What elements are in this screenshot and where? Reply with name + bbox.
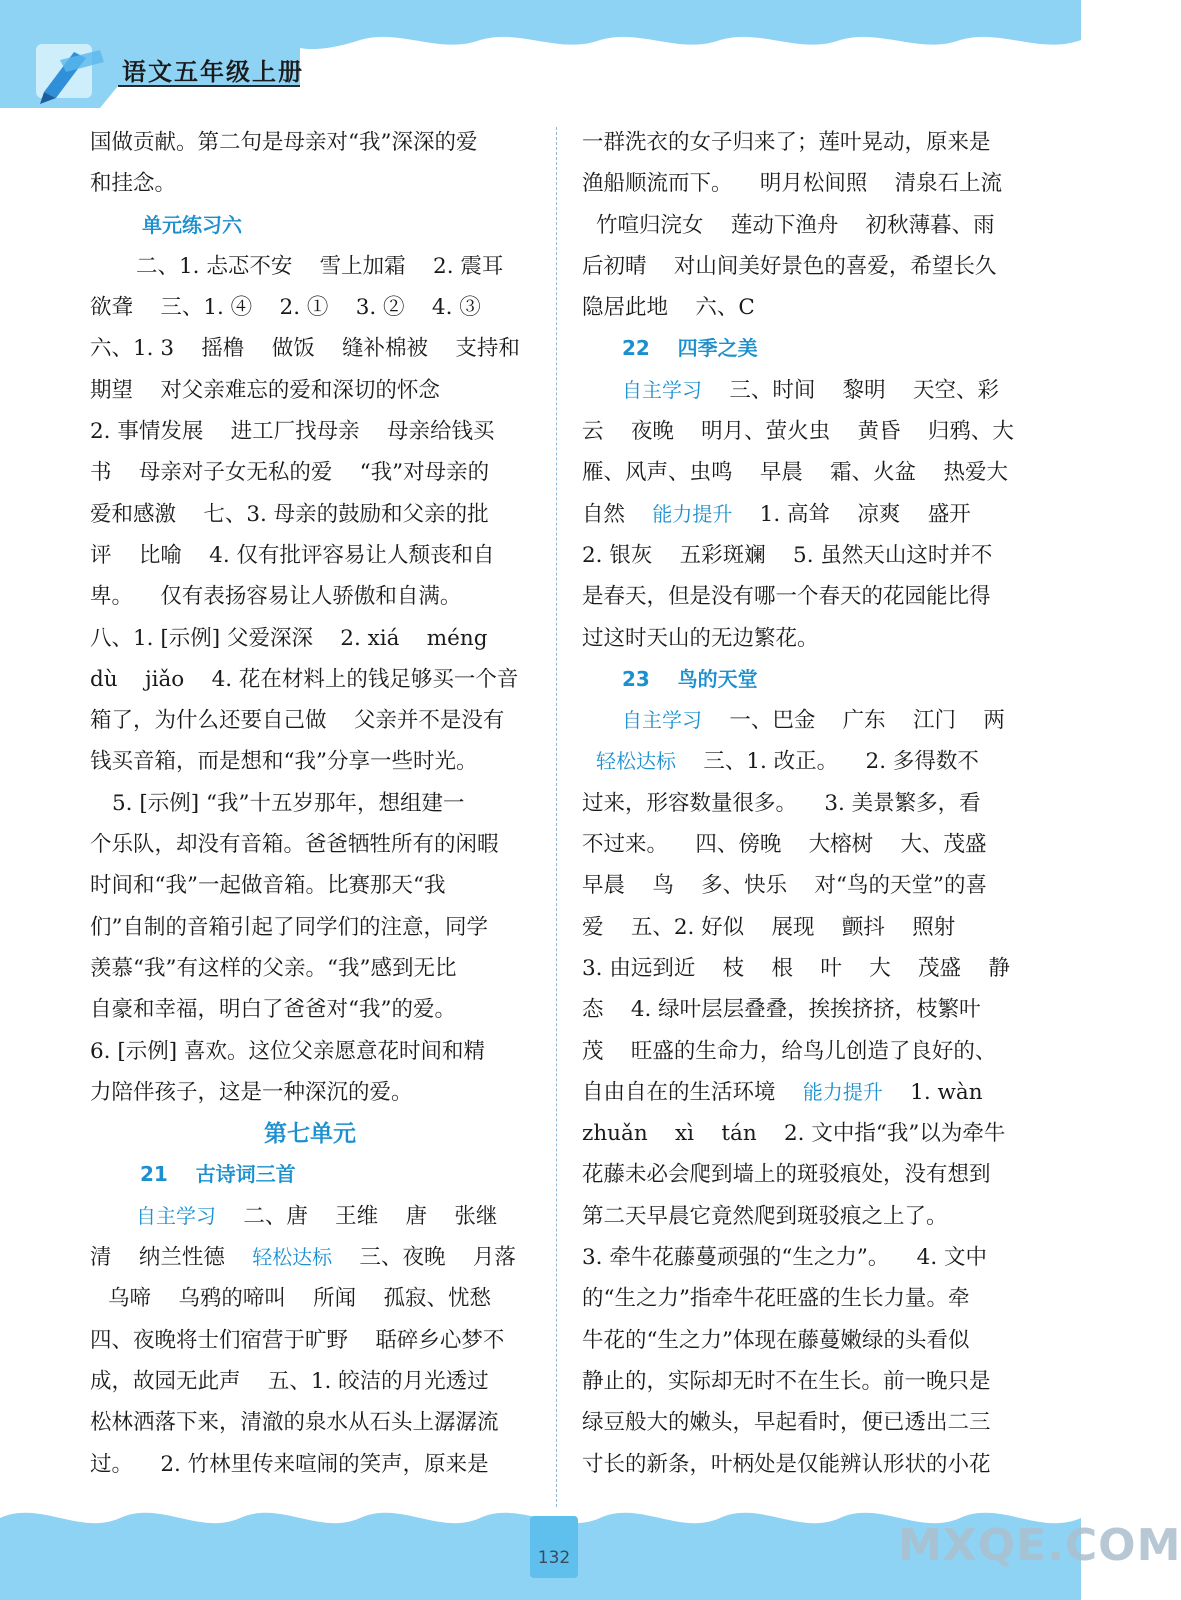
right-column xyxy=(582,122,1032,1485)
text-line: 羡慕“我”有这样的父亲。“我”感到无比 xyxy=(90,955,457,981)
text-line: 书 母亲对子女无私的爱 “我”对母亲的 xyxy=(90,460,490,486)
tag-zizhu-xuexi: 自主学习 xyxy=(622,708,702,733)
text-line: zhuǎn xì tán 2. 文中指“我”以为牵牛 xyxy=(582,1121,1006,1147)
text-line: dù jiǎo 4. 花在材料上的钱足够买一个音 xyxy=(90,666,519,692)
text-line: 爱和感激 七、3. 母亲的鼓励和父亲的批 xyxy=(90,501,489,527)
column-divider xyxy=(556,127,557,1507)
text-line: 是春天，但是没有哪一个春天的花园能比得 xyxy=(582,584,991,610)
tag-zizhu-xuexi: 自主学习 xyxy=(622,377,702,402)
text-line: 力陪伴孩子，这是一种深沉的爱。 xyxy=(90,1079,413,1105)
text-line: 六、1. 3 摇橹 做饭 缝补棉被 支持和 xyxy=(90,336,520,362)
text-line: 和挂念。 xyxy=(90,171,177,197)
text-line: 欲聋 三、1. ④ 2. ① 3. ② 4. ③ xyxy=(90,295,481,321)
page-header xyxy=(0,0,1081,118)
text-line: 云 夜晚 明月、萤火虫 黄昏 归鸦、大 xyxy=(582,419,1014,445)
lesson-heading-21: 21 古诗词三首 xyxy=(140,1162,296,1187)
text-line: 渔船顺流而下。 明月松间照 清泉石上流 xyxy=(582,171,1003,197)
text-line: 5. [示例] “我”十五岁那年，想组建一 xyxy=(112,790,465,816)
text-line: 自由自在的生活环境 能力提升 1. wàn xyxy=(582,1079,983,1105)
text-line: 自主学习 一、巴金 广东 江门 两 xyxy=(622,708,1005,734)
text-line: 2. 银灰 五彩斑斓 5. 虽然天山这时并不 xyxy=(582,542,993,568)
text-line: 自主学习 三、时间 黎明 天空、彩 xyxy=(622,377,1000,403)
text-line: 寸长的新条，叶柄处是仅能辨认形状的小花 xyxy=(582,1451,991,1477)
text-line: 时间和“我”一起做音箱。比赛那天“我 xyxy=(90,873,446,899)
tag-nengli-tisheng: 能力提升 xyxy=(652,501,733,526)
text-line: 成，故园无此声 五、1. 皎洁的月光透过 xyxy=(90,1368,489,1394)
text-line: 们”自制的音箱引起了同学们的注意，同学 xyxy=(90,914,488,940)
text-line: 后初晴 对山间美好景色的喜爱，希望长久 xyxy=(582,253,997,279)
lesson-heading-22: 22 四季之美 xyxy=(622,336,758,361)
text-line: 一群洗衣的女子归来了；莲叶晃动，原来是 xyxy=(582,130,991,155)
text-line: 态 4. 绿叶层层叠叠，挨挨挤挤，枝繁叶 xyxy=(582,997,981,1023)
text-line: 评 比喻 4. 仅有批评容易让人颓丧和自 xyxy=(90,542,495,568)
text-line: 第二天早晨它竟然爬到斑驳痕之上了。 xyxy=(582,1203,948,1229)
text-line: 6. [示例] 喜欢。这位父亲愿意花时间和精 xyxy=(90,1038,485,1064)
text-line: 竹喧归浣女 莲动下渔舟 初秋薄暮、雨 xyxy=(596,212,995,238)
section-heading-unit6: 单元练习六 xyxy=(142,212,242,237)
text-line: 自然 能力提升 1. 高耸 凉爽 盛开 xyxy=(582,501,971,527)
text-line: 早晨 鸟 多、快乐 对“鸟的天堂”的喜 xyxy=(582,873,987,899)
tag-zizhu-xuexi: 自主学习 xyxy=(136,1203,216,1228)
tag-qingsong-dabiao: 轻松达标 xyxy=(596,749,676,774)
text-line: 3. 牵牛花藤蔓顽强的“生之力”。 4. 文中 xyxy=(582,1245,988,1271)
text-line: 卑。 仅有表扬容易让人骄傲和自满。 xyxy=(90,584,462,610)
text-line: 四、夜晚将士们宿营于旷野 聒碎乡心梦不 xyxy=(90,1327,505,1353)
text-line: 二、1. 忐忑不安 雪上加霜 2. 震耳 xyxy=(136,253,504,279)
text-line: 钱买音箱，而是想和“我”分享一些时光。 xyxy=(90,749,478,775)
text-line: 乌啼 乌鸦的啼叫 所闻 孤寂、忧愁 xyxy=(108,1286,492,1312)
text-line: 自主学习 二、唐 王维 唐 张继 xyxy=(136,1203,498,1229)
text-line: 茂 旺盛的生命力，给鸟儿创造了良好的、 xyxy=(582,1038,997,1064)
text-line: 清 纳兰性德 轻松达标 三、夜晚 月落 xyxy=(90,1245,516,1271)
lesson-heading-23: 23 鸟的天堂 xyxy=(622,666,758,691)
text-line: 牛花的“生之力”体现在藤蔓嫩绿的头看似 xyxy=(582,1327,970,1353)
text-line: 自豪和幸福，明白了爸爸对“我”的爱。 xyxy=(90,997,456,1023)
tag-qingsong-dabiao: 轻松达标 xyxy=(252,1245,333,1270)
text-line: 过。 2. 竹林里传来喧闹的笑声，原来是 xyxy=(90,1451,489,1477)
text-line: 轻松达标 三、1. 改正。 2. 多得数不 xyxy=(596,749,979,775)
text-line: 八、1. [示例] 父爱深深 2. xiá méng xyxy=(90,625,488,651)
text-line: 静止的，实际却无时不在生长。前一晚只是 xyxy=(582,1368,991,1394)
text-line: 过来，形容数量很多。 3. 美景繁多，看 xyxy=(582,790,981,816)
text-line: 国做贡献。第二句是母亲对“我”深深的爱 xyxy=(90,130,478,155)
text-line: 不过来。 四、傍晚 大榕树 大、茂盛 xyxy=(582,832,987,858)
text-line: 个乐队，却没有音箱。爸爸牺牲所有的闲暇 xyxy=(90,832,499,858)
text-line: 2. 事情发展 进工厂找母亲 母亲给钱买 xyxy=(90,419,495,445)
text-line: 箱了，为什么还要自己做 父亲并不是没有 xyxy=(90,708,505,734)
text-line: 过这时天山的无边繁花。 xyxy=(582,625,819,651)
unit-title: 第七单元 xyxy=(264,1120,356,1148)
text-line: 绿豆般大的嫩头，早起看时，便已透出二三 xyxy=(582,1410,991,1436)
book-title: 语文五年级上册 xyxy=(122,57,304,86)
page-number: 132 xyxy=(537,1548,571,1568)
text-line: 雁、风声、虫鸣 早晨 霜、火盆 热爱大 xyxy=(582,460,1009,486)
text-line: 的“生之力”指牵牛花旺盛的生长力量。牵 xyxy=(582,1286,970,1312)
tag-nengli-tisheng: 能力提升 xyxy=(802,1079,883,1104)
text-line: 花藤未必会爬到墙上的斑驳痕处，没有想到 xyxy=(582,1162,991,1188)
left-column xyxy=(90,122,530,1485)
text-line: 隐居此地 六、C xyxy=(582,295,755,321)
watermark-logo: MXQE.COM xyxy=(898,1520,1181,1571)
text-line: 爱 五、2. 好似 展现 颤抖 照射 xyxy=(582,914,956,940)
text-line: 3. 由远到近 枝 根 叶 大 茂盛 静 xyxy=(582,955,1010,981)
text-line: 期望 对父亲难忘的爱和深切的怀念 xyxy=(90,377,440,403)
text-line: 松林洒落下来，清澈的泉水从石头上潺潺流 xyxy=(90,1410,499,1436)
